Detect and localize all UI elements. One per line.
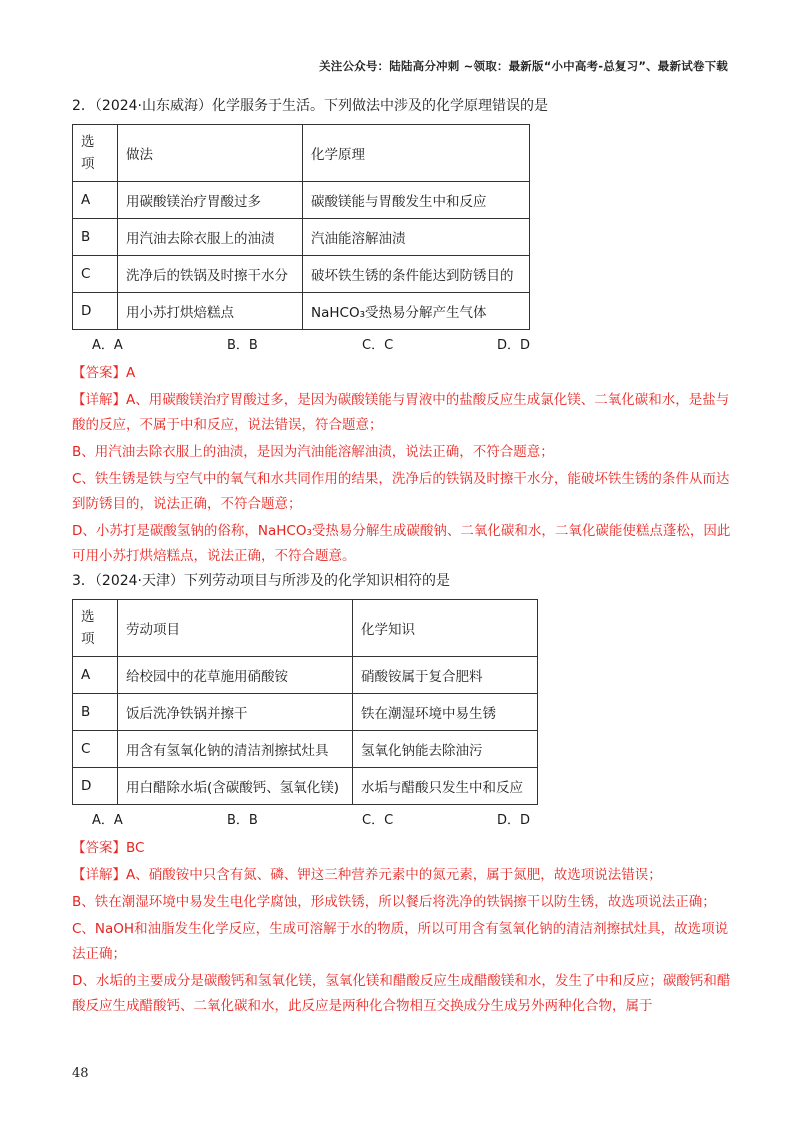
row-option: D bbox=[73, 293, 118, 330]
question-3-title: 3．（2024·天津）下列劳动项目与所涉及的化学知识相符的是 bbox=[72, 573, 450, 589]
row-method: 用碳酸镁治疗胃酸过多 bbox=[118, 182, 303, 219]
question-3 bbox=[72, 571, 732, 1019]
table-row bbox=[73, 657, 538, 694]
choice-d: D．D bbox=[497, 813, 531, 828]
page-content bbox=[72, 96, 732, 1021]
header-principle: 化学原理 bbox=[303, 125, 530, 182]
choice-a: A．A bbox=[92, 813, 123, 828]
question-2-choices bbox=[92, 334, 732, 353]
row-option: D bbox=[73, 768, 118, 805]
row-method: 洗净后的铁锅及时擦干水分 bbox=[118, 256, 303, 293]
page-number: 48 bbox=[72, 1066, 89, 1081]
row-option: A bbox=[73, 657, 118, 694]
question-3-solution bbox=[72, 836, 732, 1019]
question-2-title: 2．（2024·山东威海）化学服务于生活。下列做法中涉及的化学原理错误的是 bbox=[72, 98, 548, 114]
row-option: A bbox=[73, 182, 118, 219]
row-option: B bbox=[73, 219, 118, 256]
row-method: 用小苏打烘焙糕点 bbox=[118, 293, 303, 330]
question-2 bbox=[72, 96, 732, 569]
row-principle: NaHCO₃受热易分解产生气体 bbox=[303, 293, 530, 330]
table-row bbox=[73, 219, 530, 256]
explanation-line: D、水垢的主要成分是碳酸钙和氢氧化镁，氢氧化镁和醋酸反应生成醋酸镁和水，发生了中和反应；碳酸钙和醋酸反应生成醋酸钙、二氧化碳和水，此反应是两种化合物相互交换成分生成另外两种化合物，属于 bbox=[72, 973, 731, 1014]
row-principle: 破坏铁生锈的条件能达到防锈目的 bbox=[303, 256, 530, 293]
explanation-line: B、用汽油去除衣服上的油渍，是因为汽油能溶解油渍，说法正确，不符合题意； bbox=[72, 444, 554, 460]
row-option: C bbox=[73, 731, 118, 768]
table-header-row bbox=[73, 600, 538, 657]
header-task: 劳动项目 bbox=[118, 600, 353, 657]
row-option: B bbox=[73, 694, 118, 731]
question-3-table bbox=[72, 599, 538, 805]
row-knowledge: 氢氧化钠能去除油污 bbox=[353, 731, 538, 768]
choice-a: A．A bbox=[92, 338, 123, 353]
table-row bbox=[73, 256, 530, 293]
table-row bbox=[73, 694, 538, 731]
choice-c: C．C bbox=[362, 813, 394, 828]
choice-b: B．B bbox=[227, 338, 258, 353]
explanation-line: B、铁在潮湿环境中易发生电化学腐蚀，形成铁锈，所以餐后将洗净的铁锅擦干以防生锈，故选项说法正确； bbox=[72, 894, 716, 910]
row-option: C bbox=[73, 256, 118, 293]
answer: 【答案】A bbox=[72, 365, 136, 381]
row-knowledge: 硝酸铵属于复合肥料 bbox=[353, 657, 538, 694]
table-row bbox=[73, 182, 530, 219]
explanation-line: C、NaOH和油脂发生化学反应，生成可溶解于水的物质，所以可用含有氢氧化钠的清洁剂擦拭灶具，故选项说法正确； bbox=[72, 921, 729, 962]
row-task: 用含有氢氧化钠的清洁剂擦拭灶具 bbox=[118, 731, 353, 768]
table-row bbox=[73, 768, 538, 805]
row-principle: 汽油能溶解油渍 bbox=[303, 219, 530, 256]
choice-b: B．B bbox=[227, 813, 258, 828]
explanation-line: C、铁生锈是铁与空气中的氧气和水共同作用的结果，洗净后的铁锅及时擦干水分，能破坏铁生锈的条件从而达到防锈目的，说法正确，不符合题意； bbox=[72, 471, 730, 512]
header-method: 做法 bbox=[118, 125, 303, 182]
question-2-table bbox=[72, 124, 530, 330]
explanation-line: D、小苏打是碳酸氢钠的俗称，NaHCO₃受热易分解生成碳酸钠、二氧化碳和水，二氧化碳能使糕点蓬松，因此可用小苏打烘焙糕点，说法正确，不符合题意。 bbox=[72, 523, 731, 564]
table-row bbox=[73, 293, 530, 330]
question-2-solution bbox=[72, 361, 732, 569]
table-header-row bbox=[73, 125, 530, 182]
answer: 【答案】BC bbox=[72, 840, 145, 856]
row-method: 用汽油去除衣服上的油渍 bbox=[118, 219, 303, 256]
header-knowledge: 化学知识 bbox=[353, 600, 538, 657]
page-header: 关注公众号：陆陆高分冲刺 ~领取：最新版“小中高考-总复习”、最新试卷下载 bbox=[319, 59, 728, 73]
choice-d: D．D bbox=[497, 338, 531, 353]
question-3-choices bbox=[92, 809, 732, 828]
row-knowledge: 水垢与醋酸只发生中和反应 bbox=[353, 768, 538, 805]
explanation-line: 【详解】A、用碳酸镁治疗胃酸过多，是因为碳酸镁能与胃液中的盐酸反应生成氯化镁、二氧化碳和水，是盐与酸的反应，不属于中和反应，说法错误，符合题意； bbox=[72, 392, 730, 433]
row-task: 饭后洗净铁锅并擦干 bbox=[118, 694, 353, 731]
row-task: 给校园中的花草施用硝酸铵 bbox=[118, 657, 353, 694]
row-task: 用白醋除水垢(含碳酸钙、氢氧化镁) bbox=[118, 768, 353, 805]
header-option: 选项 bbox=[73, 600, 118, 657]
header-option: 选项 bbox=[73, 125, 118, 182]
row-knowledge: 铁在潮湿环境中易生锈 bbox=[353, 694, 538, 731]
explanation-line: 【详解】A、硝酸铵中只含有氮、磷、钾这三种营养元素中的氮元素，属于氮肥，故选项说法错误； bbox=[72, 867, 662, 883]
choice-c: C．C bbox=[362, 338, 394, 353]
table-row bbox=[73, 731, 538, 768]
row-principle: 碳酸镁能与胃酸发生中和反应 bbox=[303, 182, 530, 219]
